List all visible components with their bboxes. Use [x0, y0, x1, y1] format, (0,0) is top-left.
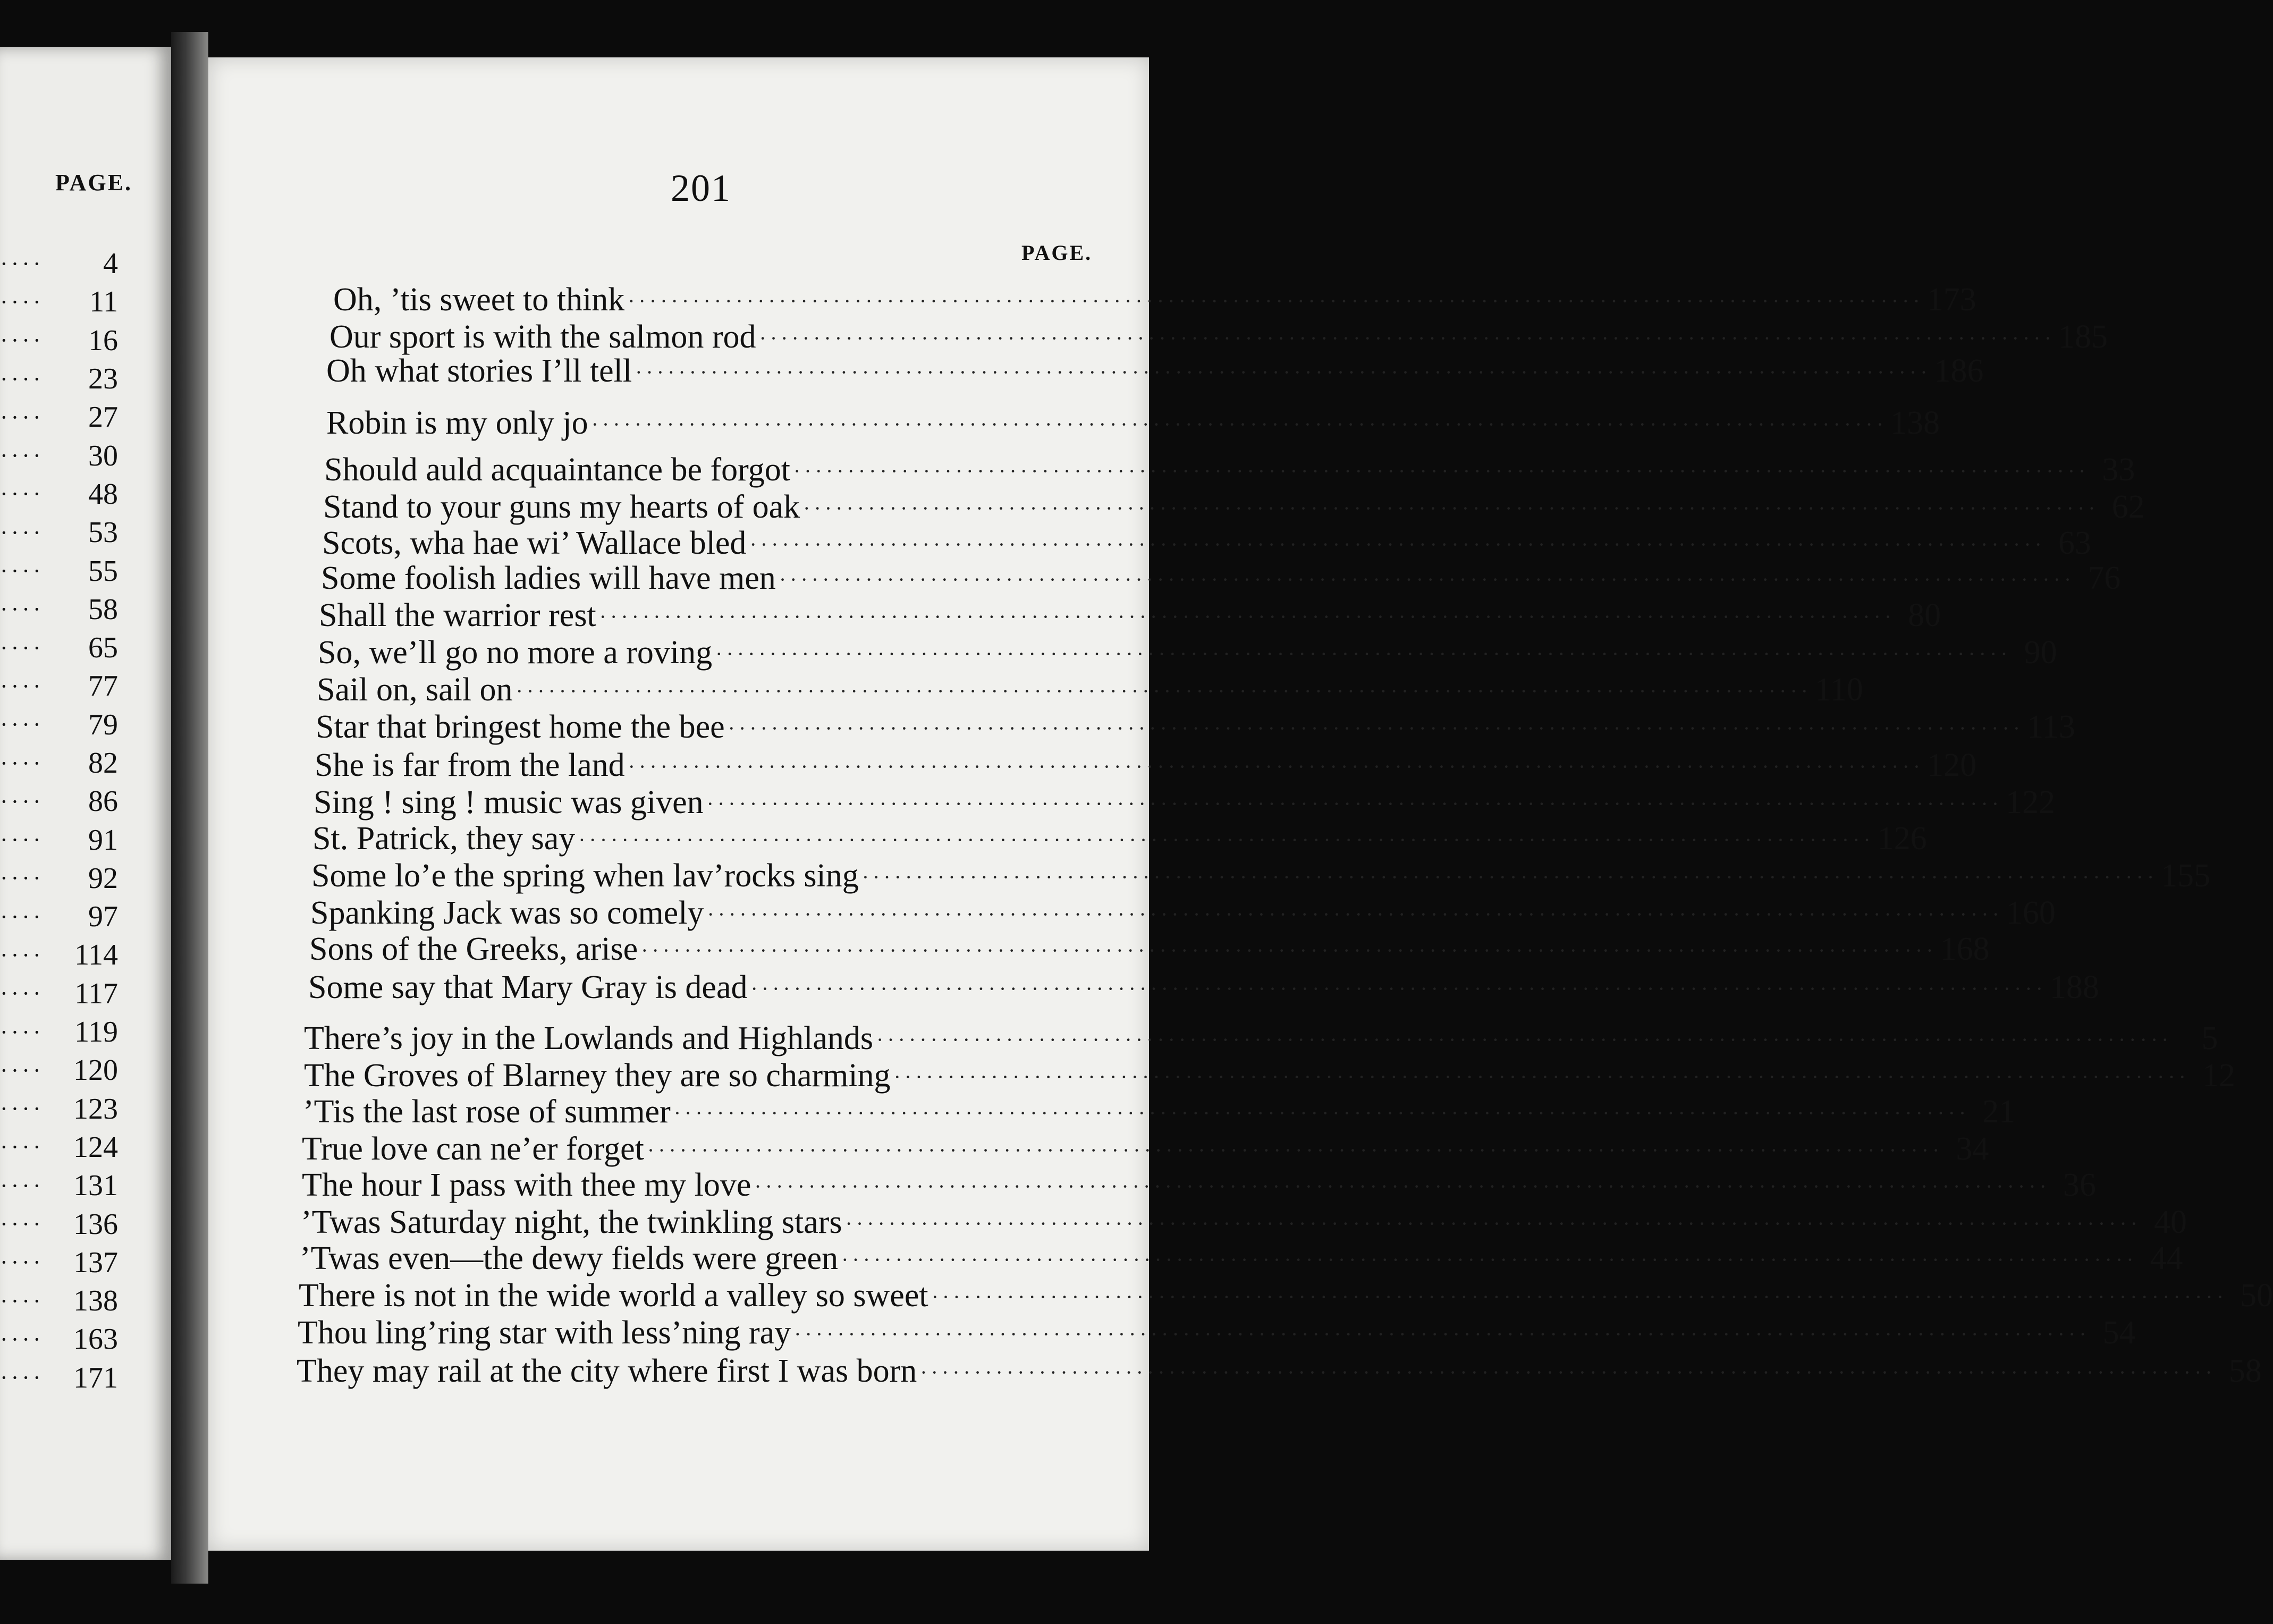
- song-title: Thou ling’ring star with less’ning ray: [298, 1315, 791, 1351]
- leader-dots: ····: [0, 1249, 44, 1276]
- song-title: Scots, wha hae wi’ Wallace bled: [322, 525, 747, 561]
- song-title: Oh what stories I’ll tell: [326, 353, 632, 389]
- index-entry: [321, 558, 2121, 597]
- leader-dots: ····: [0, 519, 44, 546]
- index-entry: [326, 351, 1984, 390]
- page-ref: 186: [1934, 353, 1984, 389]
- page-ref: 40: [2153, 1204, 2187, 1240]
- leader-dots: ····: [0, 1288, 44, 1314]
- index-entry: [318, 632, 2057, 672]
- page-ref: 12: [2202, 1058, 2235, 1094]
- left-page-ref: 48: [88, 477, 118, 511]
- song-title: Stand to your guns my hearts of oak: [323, 489, 800, 525]
- left-index-row: [0, 1013, 118, 1051]
- left-page-ref: 92: [88, 861, 118, 895]
- leader-dots: ························································································································: [876, 1028, 2173, 1052]
- left-index-row: [0, 667, 118, 705]
- left-page-ref: 137: [73, 1246, 118, 1279]
- index-entry: [299, 1275, 2273, 1315]
- page-ref: 50: [2240, 1278, 2273, 1314]
- left-page-ref: 55: [88, 554, 118, 588]
- song-title: Should auld acquaintance be forgot: [324, 452, 790, 488]
- left-index-row: [0, 975, 118, 1013]
- left-index-row: [0, 936, 118, 974]
- leader-dots: ························································································································: [599, 605, 1896, 629]
- left-page-ref: 27: [88, 401, 118, 434]
- leader-dots: ····: [0, 366, 44, 392]
- index-entry: [300, 1238, 2183, 1278]
- left-page-ref: 120: [73, 1054, 118, 1087]
- song-title: She is far from the land: [315, 747, 625, 783]
- left-page-ref: 136: [73, 1207, 118, 1241]
- index-page: [208, 57, 2273, 1551]
- left-index-row: [0, 706, 118, 744]
- page-ref: 5: [2201, 1020, 2218, 1056]
- index-entry: [312, 818, 1927, 858]
- left-page-ref: 53: [88, 516, 118, 549]
- leader-dots: ························································································································: [728, 716, 2024, 740]
- page-ref: 138: [1890, 405, 1940, 441]
- index-entry: [308, 967, 2099, 1006]
- leader-dots: ····: [0, 903, 44, 930]
- left-index-row: [0, 513, 118, 552]
- page-ref: 113: [2027, 709, 2075, 745]
- index-entry: [315, 745, 1977, 784]
- leader-dots: ························································································································: [803, 496, 2099, 520]
- left-index-row: [0, 1051, 118, 1089]
- leader-dots: ····: [0, 1365, 44, 1391]
- left-index-row: [0, 1320, 118, 1358]
- left-index-row: [0, 1244, 118, 1282]
- left-index-row: [0, 322, 118, 360]
- leader-dots: ························································································································: [715, 642, 2012, 666]
- left-page-ref: 119: [74, 1016, 118, 1049]
- leader-dots: ························································································································: [754, 1174, 2050, 1198]
- song-title: They may rail at the city where first I was born: [297, 1353, 917, 1389]
- page-ref: 168: [1940, 931, 1990, 967]
- index-entry: [304, 1018, 2218, 1058]
- index-entry: [297, 1351, 2262, 1390]
- left-index-row: [0, 898, 118, 936]
- left-page-ref: 138: [73, 1284, 118, 1318]
- index-entry: [323, 487, 2145, 526]
- left-index-row: [0, 1166, 118, 1205]
- page-column-header: PAGE.: [1021, 241, 1093, 265]
- left-index-row: [0, 552, 118, 590]
- left-index-row: [0, 436, 118, 475]
- leader-dots: ····: [0, 1057, 44, 1084]
- page-ref: 36: [2063, 1167, 2096, 1203]
- leader-dots: ························································································································: [641, 938, 1937, 962]
- leader-dots: ························································································································: [841, 1248, 2137, 1272]
- song-title: Sons of the Greeks, arise: [309, 931, 638, 967]
- left-page-ref: 30: [88, 439, 118, 472]
- left-index-row: [0, 590, 118, 629]
- left-page-ref: 86: [88, 785, 118, 818]
- left-page-ref: 163: [73, 1323, 118, 1356]
- facing-page-fragment: [0, 47, 171, 1560]
- page-ref: 34: [1956, 1131, 1989, 1167]
- left-page-header: PAGE.: [55, 170, 132, 196]
- left-index-row: [0, 360, 118, 398]
- index-entry: [317, 670, 1863, 709]
- leader-dots: ····: [0, 673, 44, 699]
- page-ref: 173: [1926, 282, 1976, 318]
- leader-dots: ························································································································: [750, 977, 2047, 1001]
- leader-dots: ····: [0, 827, 44, 853]
- leader-dots: ····: [0, 327, 44, 354]
- index-entry: [326, 403, 1940, 442]
- left-index-row: [0, 475, 118, 513]
- leader-dots: ····: [0, 481, 44, 508]
- leader-dots: ····: [0, 1019, 44, 1045]
- index-entry: [333, 280, 1976, 319]
- left-index-row: [0, 398, 118, 436]
- leader-dots: ························································································································: [861, 865, 2158, 889]
- left-page-ref: 4: [103, 247, 118, 281]
- leader-dots: ························································································································: [893, 1065, 2190, 1089]
- index-entry: [324, 450, 2135, 489]
- leader-dots: ························································································································: [591, 412, 1888, 436]
- left-index-row: [0, 1282, 118, 1320]
- index-entry: [301, 1202, 2187, 1241]
- leader-dots: ····: [0, 865, 44, 892]
- page-ref: 80: [1908, 597, 1941, 633]
- leader-dots: ························································································································: [931, 1285, 2228, 1309]
- song-title: So, we’ll go no more a roving: [318, 635, 713, 671]
- song-title: Oh, ’tis sweet to think: [333, 282, 625, 318]
- page-ref: 62: [2111, 489, 2145, 525]
- song-title: Some say that Mary Gray is dead: [308, 969, 748, 1005]
- page-ref: 63: [2058, 525, 2091, 561]
- index-entry: [319, 595, 1941, 635]
- leader-dots: ····: [0, 635, 44, 661]
- page-ref: 76: [2088, 560, 2121, 596]
- page-ref: 54: [2102, 1315, 2136, 1351]
- left-page-ref: 58: [88, 593, 118, 626]
- song-title: There’s joy in the Lowlands and Highlands: [304, 1020, 874, 1056]
- page-ref: 110: [1815, 672, 1863, 708]
- leader-dots: ························································································································: [794, 1322, 2090, 1346]
- index-entry: [311, 856, 2211, 895]
- page-ref: 58: [2228, 1353, 2262, 1389]
- left-page-ref: 131: [73, 1169, 118, 1203]
- left-page-ref: 114: [74, 938, 118, 972]
- leader-dots: ····: [0, 712, 44, 738]
- left-index-row: [0, 1090, 118, 1128]
- leader-dots: ························································································································: [706, 792, 2003, 816]
- page-ref: 126: [1877, 821, 1927, 857]
- left-page-ref: 65: [88, 631, 118, 665]
- left-page-ref: 123: [73, 1092, 118, 1126]
- left-index-row: [0, 244, 118, 283]
- song-title: Some foolish ladies will have men: [321, 560, 776, 596]
- leader-dots: ····: [0, 788, 44, 815]
- leader-dots: ····: [0, 443, 44, 469]
- leader-dots: ························································································································: [628, 755, 1924, 779]
- leader-dots: ····: [0, 1134, 44, 1161]
- song-title: Sing ! sing ! music was given: [314, 784, 704, 821]
- leader-dots: ························································································································: [578, 828, 1874, 852]
- leader-dots: ························································································································: [516, 679, 1812, 703]
- left-page-ref: 117: [74, 977, 118, 1010]
- left-page-ref: 171: [73, 1361, 118, 1394]
- left-page-ref: 91: [88, 823, 118, 857]
- page-ref: 21: [1982, 1094, 2016, 1130]
- song-title: True love can ne’er forget: [302, 1131, 644, 1167]
- song-title: Shall the warrior rest: [319, 597, 596, 633]
- page-ref: 44: [2150, 1240, 2183, 1276]
- left-page-ref: 79: [88, 708, 118, 741]
- left-index-row: [0, 283, 118, 321]
- song-title: Some lo’e the spring when lav’rocks sing: [311, 858, 859, 894]
- leader-dots: ························································································································: [707, 902, 2003, 926]
- page-ref: 185: [2058, 319, 2108, 355]
- song-title: Robin is my only jo: [326, 405, 588, 441]
- page-ref: 155: [2161, 858, 2211, 894]
- book-gutter: [171, 32, 208, 1584]
- leader-dots: ························································································································: [673, 1101, 1970, 1125]
- left-index-row: [0, 1128, 118, 1166]
- leader-dots: ····: [0, 750, 44, 776]
- page-ref: 122: [2006, 784, 2056, 821]
- leader-dots: ····: [0, 596, 44, 623]
- leader-dots: ························································································································: [749, 532, 2046, 556]
- page-ref: 90: [2024, 635, 2057, 671]
- leader-dots: ····: [0, 289, 44, 315]
- left-page-ref: 23: [88, 362, 118, 396]
- index-entry: [329, 317, 2108, 356]
- index-entry: [322, 523, 2091, 562]
- left-page-ref: 124: [73, 1130, 118, 1164]
- left-page-ref: 82: [88, 747, 118, 780]
- leader-dots: ····: [0, 1211, 44, 1238]
- leader-dots: ····: [0, 1326, 44, 1352]
- song-title: There is not in the wide world a valley so sweet: [299, 1278, 928, 1314]
- leader-dots: ····: [0, 1172, 44, 1199]
- left-page-ref: 11: [89, 285, 118, 319]
- left-page-ref: 16: [88, 324, 118, 357]
- leader-dots: ····: [0, 558, 44, 585]
- left-page-ref: 97: [88, 900, 118, 934]
- left-index-row: [0, 1359, 118, 1397]
- left-index-row: [0, 821, 118, 859]
- index-entry: [298, 1313, 2136, 1352]
- leader-dots: ························································································································: [647, 1138, 1944, 1162]
- index-entry: [314, 782, 2056, 822]
- leader-dots: ························································································································: [628, 289, 1924, 313]
- song-title: ’Twas Saturday night, the twinkling stars: [301, 1204, 842, 1240]
- leader-dots: ························································································································: [635, 360, 1931, 384]
- left-index-row: [0, 629, 118, 667]
- index-entry: [316, 707, 2075, 746]
- left-index-row: [0, 782, 118, 821]
- page-ref: 160: [2006, 895, 2056, 931]
- leader-dots: ····: [0, 980, 44, 1007]
- page-number: 201: [671, 167, 731, 209]
- leader-dots: ····: [0, 250, 44, 277]
- page-ref: 33: [2102, 452, 2135, 488]
- index-entry: [304, 1055, 2235, 1095]
- song-title: ’Tis the last rose of summer: [303, 1094, 671, 1130]
- index-entry: [302, 1165, 2096, 1204]
- song-title: ’Twas even—the dewy fields were green: [300, 1240, 839, 1276]
- leader-dots: ························································································································: [845, 1212, 2141, 1236]
- song-title: The hour I pass with thee my love: [302, 1167, 751, 1203]
- leader-dots: ························································································································: [779, 568, 2075, 591]
- index-entry: [302, 1129, 1989, 1168]
- leader-dots: ····: [0, 942, 44, 968]
- left-index-row: [0, 744, 118, 782]
- leader-dots: ····: [0, 1096, 44, 1122]
- leader-dots: ····: [0, 404, 44, 430]
- song-title: St. Patrick, they say: [312, 821, 576, 857]
- page-ref: 120: [1927, 747, 1977, 783]
- left-page-number-column: [0, 244, 118, 1397]
- leader-dots: ························································································································: [759, 326, 2055, 350]
- left-index-row: [0, 1205, 118, 1243]
- left-page-ref: 77: [88, 670, 118, 703]
- song-title: The Groves of Blarney they are so charming: [304, 1058, 891, 1094]
- page-ref: 188: [2049, 969, 2099, 1005]
- leader-dots: ························································································································: [920, 1360, 2216, 1384]
- leader-dots: ························································································································: [793, 459, 2090, 483]
- song-title: Spanking Jack was so comely: [310, 895, 704, 931]
- index-entry: [310, 893, 2056, 932]
- index-entry: [309, 929, 1990, 968]
- left-index-row: [0, 859, 118, 898]
- song-title: Sail on, sail on: [317, 672, 513, 708]
- song-title: Star that bringest home the bee: [316, 709, 725, 745]
- song-title: Our sport is with the salmon rod: [329, 319, 756, 355]
- index-entry: [303, 1092, 2016, 1131]
